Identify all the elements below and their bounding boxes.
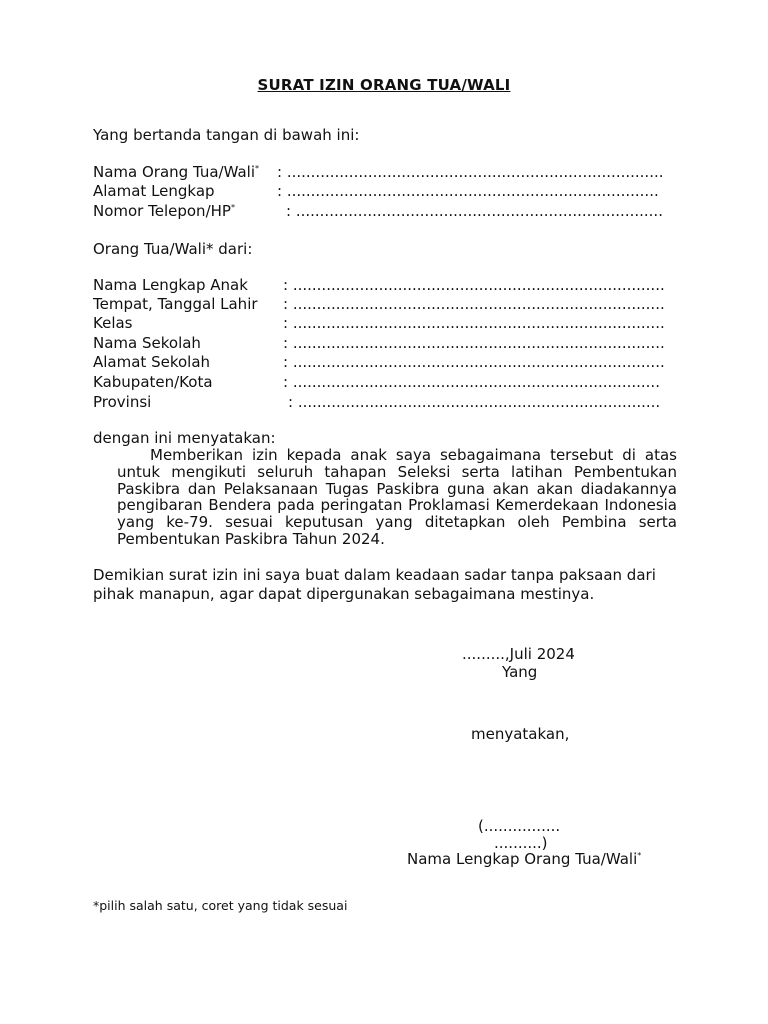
- signature-line-2: menyatakan,: [471, 725, 570, 743]
- field-value: : ..............................................................................: [283, 276, 665, 294]
- field-label: Alamat Lengkap: [93, 182, 215, 200]
- field-label: Nama Orang Tua/Wali*: [93, 163, 259, 181]
- field-label: Provinsi: [93, 393, 152, 411]
- field-value: : ..............................................................................: [283, 353, 665, 371]
- signature-date: .........,Juli 2024: [462, 645, 575, 663]
- field-value: : ..............................................................................: [283, 334, 665, 352]
- field-label: Tempat, Tanggal Lahir: [93, 295, 258, 313]
- field-label: Kelas: [93, 314, 133, 332]
- statement-body: Memberikan izin kepada anak saya sebagaimana tersebut di atas untuk mengikuti seluruh tahapan Seleksi serta latihan Pembentukan Paskibra dan Pelaksanaan Tugas Paskibra guna akan akan diadakannya pengibaran Bendera pada peringatan Proklamasi Kemerdekaan Indonesia yang ke-79. sesuai keputusan yang ditetapkan oleh Pembina serta Pembentukan Paskibra Tahun 2024.: [117, 446, 677, 548]
- field-label: Nama Lengkap Anak: [93, 276, 248, 294]
- statement-intro: dengan ini menyatakan:: [93, 429, 276, 447]
- footnote: *pilih salah satu, coret yang tidak sesuai: [93, 898, 348, 913]
- field-value: : ..............................................................................: [283, 295, 665, 313]
- signature-name-label: Nama Lengkap Orang Tua/Wali*: [407, 850, 642, 868]
- field-value: : ...............................................................................: [277, 163, 664, 181]
- document-title: SURAT IZIN ORANG TUA/WALI: [257, 76, 511, 94]
- field-value: : .............................................................................: [283, 373, 660, 391]
- field-label: Alamat Sekolah: [93, 353, 211, 371]
- field-label: Nama Sekolah: [93, 334, 201, 352]
- signature-blank-1: (................: [478, 817, 561, 835]
- field-label: Nomor Telepon/HP*: [93, 202, 235, 220]
- intro-text: Yang bertanda tangan di bawah ini:: [93, 126, 360, 144]
- field-value: : .............................................................................: [286, 202, 663, 220]
- field-label: Kabupaten/Kota: [93, 373, 213, 391]
- closing-paragraph: Demikian surat izin ini saya buat dalam keadaan sadar tanpa paksaan dari pihak manapun, agar dapat dipergunakan sebagaimana mestinya.: [93, 566, 656, 603]
- child-intro-text: Orang Tua/Wali* dari:: [93, 240, 253, 258]
- signature-blank-2: ..........): [494, 834, 548, 852]
- field-value: : ..............................................................................: [277, 182, 659, 200]
- field-value: : ............................................................................: [288, 393, 661, 411]
- field-value: : ..............................................................................: [283, 314, 665, 332]
- signature-line-1: Yang: [502, 663, 538, 681]
